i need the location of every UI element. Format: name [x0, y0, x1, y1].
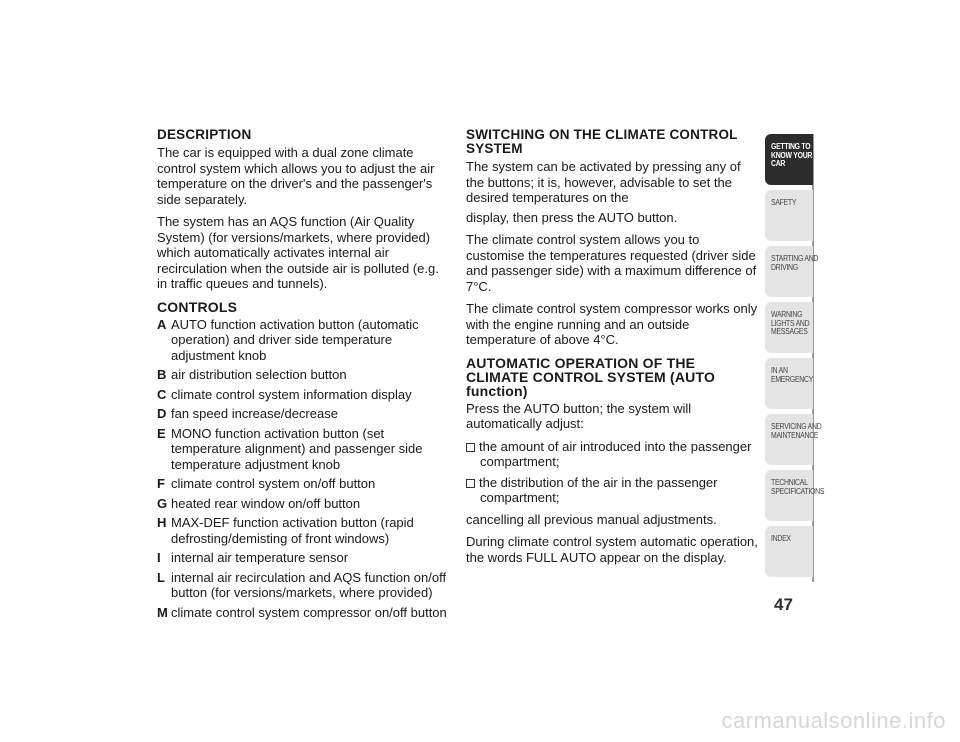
control-item: B air distribution selection button — [157, 367, 347, 382]
tab-servicing-and-maintenance[interactable]: SERVICING AND MAINTENANCE — [765, 414, 813, 465]
switching-paragraph-3: The climate control system allows you to customise the temperatures requested (driver side and passenger side) with a maximum difference of 7°C. — [466, 232, 757, 294]
auto-heading: AUTOMATIC OPERATION OF THE CLIMATE CONTROL SYSTEM (AUTO function) — [466, 354, 716, 399]
description-heading: DESCRIPTION — [157, 127, 252, 142]
tab-technical-specifications[interactable]: TECHNICAL SPECIFICATIONS — [765, 470, 813, 521]
switching-paragraph-1: The system can be activated by pressing any of the buttons; it is, however, advisable to set the desired temperatures on the — [466, 159, 741, 205]
control-item: G heated rear window on/off button — [157, 495, 361, 511]
watermark: carmanualsonline.info — [721, 708, 946, 733]
controls-heading: CONTROLS — [157, 298, 238, 315]
auto-paragraph-2: cancelling all previous manual adjustments. — [466, 511, 717, 527]
right-column — [466, 128, 758, 572]
switching-heading: SWITCHING ON THE CLIMATE CONTROL SYSTEM — [466, 127, 738, 156]
description-paragraph-2: The system has an AQS function (Air Quality System) (for versions/markets, where provided) which automatically activates internal air recirculation when the outside air is polluted (e.g. in traffic queues and tunnels). — [157, 214, 439, 291]
control-item: C climate control system information display — [157, 386, 412, 402]
control-item: A AUTO function activation button (automatic operation) and driver side temperature adjustment knob — [157, 316, 419, 363]
control-item: L internal air recirculation and AQS function on/off button (for versions/markets, where provided) — [157, 569, 447, 600]
tab-safety[interactable]: SAFETY — [765, 190, 813, 241]
tab-index[interactable]: INDEX — [765, 526, 813, 577]
list-item: the amount of air introduced into the passenger compartment; — [466, 439, 758, 470]
list-item: the distribution of the air in the passenger compartment; — [466, 475, 758, 506]
page-number: 47 — [774, 595, 793, 614]
tab-starting-and-driving[interactable]: STARTING AND DRIVING — [765, 246, 813, 297]
tab-getting-to-know-your-car[interactable]: GETTING TO KNOW YOUR CAR — [765, 134, 813, 185]
control-item: M climate control system compressor on/off button — [157, 604, 447, 620]
switching-paragraph-4: The climate control system compressor works only with the engine running and an outside temperature of above 4°C. — [466, 301, 758, 347]
control-item: D fan speed increase/decrease — [157, 406, 338, 421]
left-column — [157, 128, 449, 624]
checkbox-bullet-icon — [466, 443, 475, 452]
tab-in-an-emergency[interactable]: IN AN EMERGENCY — [765, 358, 813, 409]
description-paragraph-1: The car is equipped with a dual zone climate control system which allows you to adjust the air temperature on the driver's and the passenger's side separately. — [157, 145, 435, 207]
checkbox-bullet-icon — [466, 479, 475, 488]
chapter-tabs — [765, 134, 825, 582]
control-item: E MONO function activation button (set temperature alignment) and passenger side temperature adjustment knob — [157, 425, 423, 472]
switching-paragraph-2: display, then press the AUTO button. — [466, 209, 678, 225]
control-item: H MAX-DEF function activation button (rapid defrosting/demisting of front windows) — [157, 515, 414, 546]
tab-warning-lights-and-messages[interactable]: WARNING LIGHTS AND MESSAGES — [765, 302, 813, 353]
controls-list — [157, 317, 449, 621]
control-item: F climate control system on/off button — [157, 476, 376, 491]
auto-adjust-list — [466, 439, 758, 506]
control-item: I internal air temperature sensor — [157, 550, 349, 565]
auto-paragraph-1: Press the AUTO button; the system will automatically adjust: — [466, 400, 692, 431]
auto-paragraph-3: During climate control system automatic operation, the words FULL AUTO appear on the display. — [466, 534, 758, 565]
